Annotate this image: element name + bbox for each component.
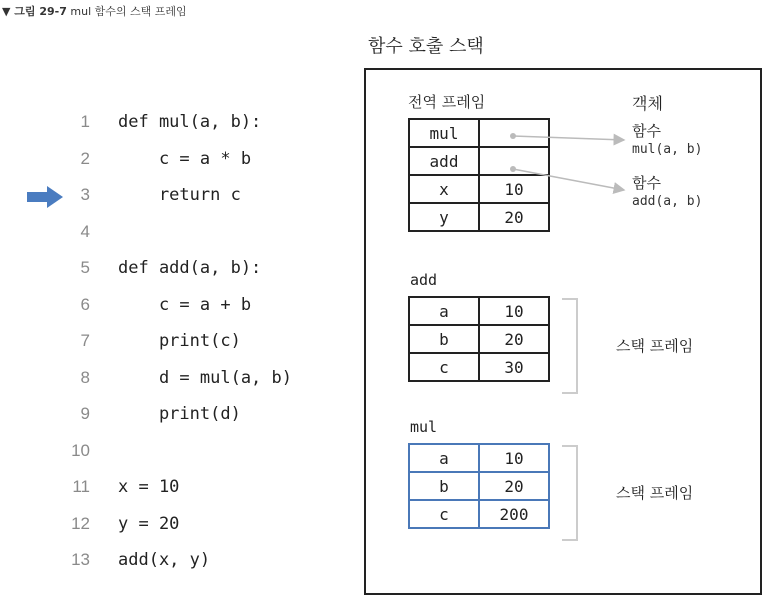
call-stack-title: 함수 호출 스택: [368, 36, 484, 57]
variable-name: c: [409, 500, 479, 528]
code-text: c = a + b: [118, 294, 252, 315]
code-text: print(d): [118, 404, 241, 424]
add-stack-frame-label: 스택 프레임: [616, 337, 694, 355]
add-frame-table: [408, 296, 550, 382]
variable-name: b: [409, 325, 479, 353]
code-text: def add(a, b):: [118, 258, 262, 278]
add-frame-label: add: [410, 271, 438, 289]
variable-value: 20: [479, 325, 549, 353]
global-frame-label: 전역 프레임: [408, 93, 486, 111]
frame-row: [409, 444, 549, 472]
line-number: 10: [71, 440, 90, 460]
variable-value: 30: [479, 353, 549, 381]
variable-value: 10: [479, 444, 549, 472]
objects-header: 객체: [632, 94, 663, 113]
add-frame-bracket: [562, 298, 578, 394]
frame-row: [409, 353, 549, 381]
line-number: 9: [80, 404, 90, 423]
code-text: x = 10: [118, 477, 180, 497]
code-text: print(c): [118, 331, 241, 351]
figure-title: mul 함수의 스택 프레임: [70, 5, 187, 18]
variable-name: a: [409, 444, 479, 472]
code-text: c = a * b: [118, 148, 252, 169]
line-number: 4: [80, 221, 90, 241]
frame-row: [409, 472, 549, 500]
variable-value: 10: [479, 175, 549, 203]
mul-frame-bracket: [562, 445, 578, 541]
mul-reference-arrow: [513, 136, 624, 140]
variable-name: a: [409, 297, 479, 325]
line-number: 2: [80, 148, 90, 168]
line-number: 12: [71, 513, 90, 533]
line-number: 7: [80, 331, 90, 350]
code-text: return c: [118, 185, 241, 205]
mul-stack-frame-label: 스택 프레임: [616, 484, 694, 502]
variable-name: c: [409, 353, 479, 381]
variable-value: 20: [479, 472, 549, 500]
code-text: y = 20: [118, 513, 180, 534]
line-number: 3: [80, 185, 90, 204]
mul-frame-label: mul: [410, 418, 438, 436]
line-number: 6: [80, 294, 90, 314]
variable-name: add: [409, 147, 479, 175]
add-reference-arrow: [513, 169, 624, 190]
object-mul-signature: mul(a, b): [632, 142, 703, 157]
line-number: 5: [80, 258, 90, 277]
variable-value: 10: [479, 297, 549, 325]
variable-name: y: [409, 203, 479, 231]
line-number: 11: [72, 477, 90, 496]
line-number: 1: [80, 112, 90, 131]
frame-row: [409, 500, 549, 528]
object-add-label: 함수: [632, 174, 661, 192]
variable-name: x: [409, 175, 479, 203]
figure-number: ▼ 그림 29-7: [2, 5, 67, 18]
variable-value: 20: [479, 203, 549, 231]
code-text: add(x, y): [118, 550, 211, 570]
object-add-signature: add(a, b): [632, 194, 703, 209]
variable-name: mul: [409, 119, 479, 147]
line-number: 13: [71, 550, 90, 569]
frame-row: [409, 297, 549, 325]
mul-frame-table: [408, 443, 550, 529]
code-text: d = mul(a, b): [118, 367, 292, 388]
code-text: def mul(a, b):: [118, 112, 262, 132]
variable-value: 200: [479, 500, 549, 528]
line-number: 8: [80, 367, 90, 387]
frame-row: [409, 325, 549, 353]
variable-name: b: [409, 472, 479, 500]
object-mul-label: 함수: [632, 122, 661, 140]
